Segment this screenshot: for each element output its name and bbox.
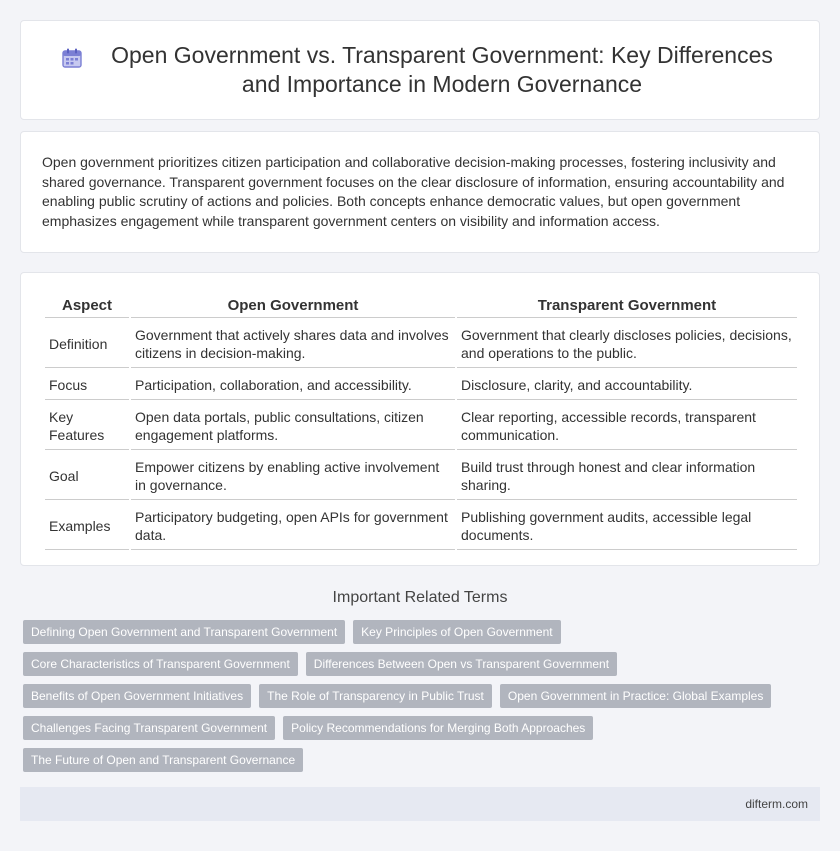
- table-row: [45, 368, 797, 400]
- column-header-aspect: Aspect: [45, 291, 129, 318]
- footer: [20, 787, 820, 821]
- table-cell-open: Empower citizens by enabling active involvement in governance.: [131, 450, 455, 500]
- table-cell-transparent: Government that clearly discloses policies, decisions, and operations to the public.: [457, 318, 797, 368]
- related-term-tag[interactable]: Core Characteristics of Transparent Government: [23, 652, 298, 676]
- table-cell-transparent: Publishing government audits, accessible legal documents.: [457, 500, 797, 550]
- related-term-tag[interactable]: Defining Open Government and Transparent Government: [23, 620, 345, 644]
- table-cell-open: Participatory budgeting, open APIs for government data.: [131, 500, 455, 550]
- header-card: [20, 20, 820, 120]
- table-row: [45, 400, 797, 450]
- table-cell-open: Participation, collaboration, and accessibility.: [131, 368, 455, 400]
- comparison-table-card: [20, 272, 820, 566]
- related-term-tag[interactable]: Differences Between Open vs Transparent Government: [306, 652, 617, 676]
- related-term-tag[interactable]: The Future of Open and Transparent Governance: [23, 748, 303, 772]
- footer-site-link[interactable]: difterm.com: [745, 797, 808, 811]
- related-term-tag[interactable]: The Role of Transparency in Public Trust: [259, 684, 492, 708]
- column-header-open-government: Open Government: [131, 291, 455, 318]
- calendar-icon: [61, 47, 83, 69]
- related-term-tag[interactable]: Open Government in Practice: Global Examples: [500, 684, 771, 708]
- related-terms-tags: [23, 620, 823, 780]
- summary-text: Open government prioritizes citizen participation and collaborative decision-making processes, fostering inclusivity and shared governance. Transparent government focuses on the clear disclosure of information, ensuring accountability and enabling public scrutiny of actions and policies. Both concepts enhance democratic values, but open government emphasizes engagement while transparent government centers on visibility and information access.: [42, 154, 785, 229]
- related-term-tag[interactable]: Policy Recommendations for Merging Both Approaches: [283, 716, 593, 740]
- comparison-table: [43, 291, 799, 550]
- table-cell-aspect: Definition: [45, 318, 129, 368]
- table-cell-aspect: Focus: [45, 368, 129, 400]
- table-cell-aspect: Examples: [45, 500, 129, 550]
- table-cell-transparent: Clear reporting, accessible records, transparent communication.: [457, 400, 797, 450]
- table-cell-transparent: Build trust through honest and clear information sharing.: [457, 450, 797, 500]
- table-cell-transparent: Disclosure, clarity, and accountability.: [457, 368, 797, 400]
- table-cell-open: Open data portals, public consultations, citizen engagement platforms.: [131, 400, 455, 450]
- page-title: Open Government vs. Transparent Government: Key Differences and Importance in Modern Governance: [111, 42, 773, 97]
- table-row: [45, 318, 797, 368]
- table-row: [45, 450, 797, 500]
- table-cell-aspect: Goal: [45, 450, 129, 500]
- table-cell-open: Government that actively shares data and involves citizens in decision-making.: [131, 318, 455, 368]
- related-term-tag[interactable]: Benefits of Open Government Initiatives: [23, 684, 251, 708]
- table-cell-aspect: Key Features: [45, 400, 129, 450]
- related-term-tag[interactable]: Key Principles of Open Government: [353, 620, 560, 644]
- table-header-row: [45, 291, 797, 318]
- summary-card: [20, 131, 820, 253]
- related-term-tag[interactable]: Challenges Facing Transparent Government: [23, 716, 275, 740]
- table-row: [45, 500, 797, 550]
- related-terms-title: Important Related Terms: [332, 589, 508, 606]
- column-header-transparent-government: Transparent Government: [457, 291, 797, 318]
